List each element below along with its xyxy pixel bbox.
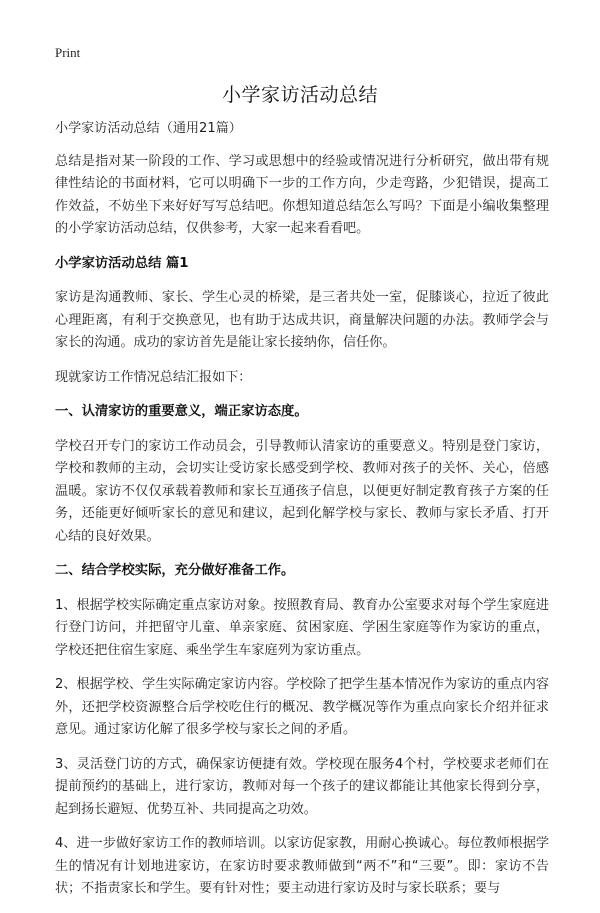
print-link[interactable]: Print [55, 45, 81, 60]
subsection-heading: 一、认清家访的重要意义，端正家访态度。 [55, 404, 308, 419]
intro-paragraph: 总结是指对某一阶段的工作、学习或思想中的经验或情况进行分析研究，做出带有规律性结论的书面材料，它可以明确下一步的工作方向，少走弯路，少犯错误，提高工作效益，不妨坐下来好好写写总结吧。你想知道总结怎么写吗？下面是小编收集整理的小学家访活动总结，仅供参考，大家一起来看看吧。 [55, 153, 549, 236]
list-item: 2、根据学校、学生实际确定家访内容。学校除了把学生基本情况作为家访的重点内容外，还把学校资源整合后学校吃住行的概况、教学概况等作为重点向家长介绍并征求意见。通过家访化解了很多学校与家长之间的矛盾。 [55, 677, 549, 737]
paragraph: 学校召开专门的家访工作动员会，引导教师认清家访的重要意义。特别是登门家访，学校和教师的主动，会切实让受访家长感受到学校、教师对孩子的关怀、关心，倍感温暖。家访不仅仅承载着教师和家长互通孩子信息，以便更好制定教育孩子方案的任务，还能更好倾听家长的意见和建议，起到化解学校与家长、教师与家长矛盾、打开心结的良好效果。 [55, 438, 549, 544]
section-heading: 小学家访活动总结 篇1 [55, 255, 189, 271]
page-title: 小学家访活动总结 [221, 84, 378, 106]
list-item: 1、根据学校实际确定重点家访对象。按照教育局、教育办公室要求对每个学生家庭进行登门访问，并把留守儿童、单亲家庭、贫困家庭、学困生家庭等作为家访的重点，学校还把住宿生家庭、乘坐学生车家庭列为家访重点。 [55, 597, 549, 658]
article-body [55, 118, 549, 913]
article-subtitle: 小学家访活动总结（通用21篇） [55, 121, 242, 136]
list-item: 4、进一步做好家访工作的教师培训。以家访促家教，用耐心换诚心。每位教师根据学生的情况有计划地进家访，在家访时要求教师做到“两不”和“三要”。即：家访不告状；不指责家长和学生。要有针对性；要主动进行家访及时与家长联系；要与 [55, 836, 549, 896]
paragraph: 现就家访工作情况总结汇报如下： [55, 369, 252, 385]
subsection-heading: 二、结合学校实际，充分做好准备工作。 [55, 563, 295, 578]
list-item: 3、灵活登门访的方式，确保家访便捷有效。学校现在服务4个村，学校要求老师们在提前预约的基础上，进行家访，教师对每一个孩子的建议都能让其他家长得到分享，起到扬长避短、优势互补、共同提高之功效。 [55, 756, 549, 817]
paragraph: 家访是沟通教师、家长、学生心灵的桥梁，是三者共处一室，促膝谈心，拉近了彼此心理距离，有利于交换意见，也有助于达成共识，商量解决问题的办法。教师学会与家长的沟通。成功的家访首先是能让家长接纳你，信任你。 [55, 290, 549, 350]
